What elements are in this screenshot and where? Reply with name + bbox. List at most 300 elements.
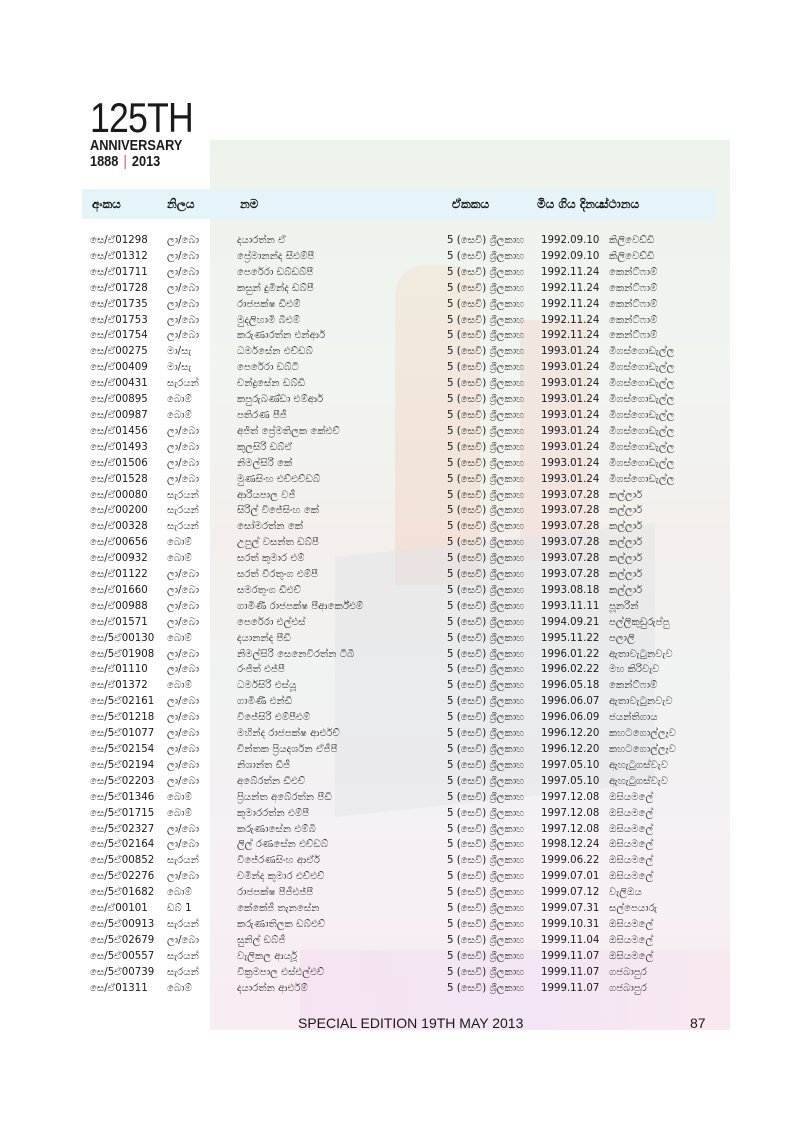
cell-rank: ලා/බො: [167, 839, 200, 851]
cell-number: සෙ/5ඒ01077: [90, 728, 155, 740]
cell-rank: සැරයන්: [167, 918, 199, 930]
cell-unit: 5 (සෙවි) ශ්‍රීලකාහ: [447, 712, 525, 724]
cell-place: ඔසියමලේ: [609, 918, 654, 930]
cell-unit: 5 (සෙවි) ශ්‍රීලකාහ: [447, 664, 525, 676]
header-rank: නිලය: [167, 197, 195, 211]
cell-place: මිගස්ගොඩැල්ල: [609, 378, 675, 390]
table-row: [90, 360, 709, 376]
cell-number: සෙ/ඒ01728: [90, 282, 148, 294]
table-row: [90, 965, 709, 981]
cell-date: 1999.11.07: [541, 982, 600, 994]
header-place: ස්ථානය: [600, 197, 640, 211]
cell-date: 1993.01.24: [541, 362, 600, 374]
cell-unit: 5 (සෙවි) ශ්‍රීලකාහ: [447, 823, 525, 835]
table-row: [90, 710, 709, 726]
cell-date: 1992.11.24: [541, 298, 600, 310]
cell-number: සෙ/ඒ01660: [90, 584, 148, 596]
cell-place: පූනරින්: [609, 600, 639, 612]
cell-number: සෙ/ඒ00409: [90, 362, 148, 374]
cell-place: වැලිඔය: [609, 887, 642, 899]
cell-name: කුලසිරි ඩබ්ඒ: [237, 441, 293, 453]
header-number: අංකය: [92, 197, 121, 211]
table-row: [90, 583, 709, 599]
cell-date: 1993.01.24: [541, 425, 600, 437]
cell-place: ගජබාපුර: [609, 966, 647, 978]
cell-date: 1993.01.24: [541, 378, 600, 390]
cell-unit: 5 (සෙවි) ශ්‍රීලකාහ: [447, 934, 525, 946]
table-row: [90, 281, 709, 297]
table-row: [90, 313, 709, 329]
cell-rank: මා/සැ: [167, 362, 192, 374]
cell-place: ඇහැටුගස්වැව: [609, 759, 669, 771]
cell-date: 1999.10.31: [541, 918, 600, 930]
table-row: [90, 599, 709, 615]
cell-rank: ලා/බො: [167, 648, 200, 660]
cell-number: සෙ/ඒ00101: [90, 903, 148, 915]
cell-date: 1996.02.22: [541, 664, 600, 676]
cell-name: කසුන් දුමින්ද ඩබ්පී: [237, 282, 314, 294]
edition-text: SPECIAL EDITION 19TH MAY 2013: [298, 1015, 524, 1031]
cell-name: කරුණාසේන එම්බී: [237, 823, 316, 835]
cell-unit: 5 (සෙවි) ශ්‍රීලකාහ: [447, 918, 525, 930]
cell-number: සෙ/5ඒ00557: [90, 950, 155, 962]
cell-unit: 5 (සෙවි) ශ්‍රීලකාහ: [447, 266, 525, 278]
cell-name: සිරිල් විජේසිංහ කේ: [237, 505, 320, 517]
cell-rank: ලා/බො: [167, 712, 200, 724]
cell-rank: ලා/බො: [167, 425, 200, 437]
table-row: [90, 488, 709, 504]
cell-rank: සැරයන්: [167, 966, 199, 978]
cell-rank: බොම්: [167, 394, 192, 406]
cell-date: 1993.01.24: [541, 457, 600, 469]
cell-unit: 5 (සෙවි) ශ්‍රීලකාහ: [447, 569, 525, 581]
anniversary-logo: [90, 94, 211, 170]
cell-place: කහටගොල්ලෑව: [609, 728, 676, 740]
cell-place: මිගස්ගොඩැල්ල: [609, 394, 675, 406]
year-end: 2013: [131, 153, 161, 170]
cell-date: 1999.11.07: [541, 950, 600, 962]
records-body: [90, 233, 709, 997]
cell-name: දයානන්ද පීඩී: [237, 632, 291, 644]
table-row: [90, 837, 709, 853]
cell-place: කිලිවෙඩ්ඩි: [609, 235, 655, 246]
cell-unit: 5 (සෙවි) ශ්‍රීලකාහ: [447, 744, 525, 755]
cell-date: 1999.07.31: [541, 903, 600, 915]
table-row: [90, 567, 709, 583]
cell-number: සෙ/ඒ00431: [90, 378, 148, 390]
cell-rank: ලා/බො: [167, 330, 200, 342]
cell-place: පලාලි: [609, 632, 635, 644]
cell-rank: ලා/බො: [167, 775, 200, 787]
cell-unit: 5 (සෙවි) ශ්‍රීලකාහ: [447, 457, 525, 469]
cell-date: 1993.07.28: [541, 505, 600, 517]
cell-name: කපුරුබණ්ඩා එම්ආර්: [237, 394, 324, 406]
cell-rank: ලා/බො: [167, 235, 200, 246]
cell-date: 1999.07.01: [541, 871, 600, 883]
cell-unit: 5 (සෙවි) ශ්‍රීලකාහ: [447, 839, 525, 851]
cell-place: කහටගොල්ලෑව: [609, 744, 676, 755]
cell-unit: 5 (සෙවි) ශ්‍රීලකාහ: [447, 537, 525, 549]
cell-unit: 5 (සෙවි) ශ්‍රීලකාහ: [447, 680, 525, 692]
cell-number: සෙ/ඒ00080: [90, 489, 148, 501]
cell-date: 1996.12.20: [541, 744, 600, 755]
cell-number: සෙ/ඒ00275: [90, 346, 148, 358]
cell-unit: 5 (සෙවි) ශ්‍රීලකාහ: [447, 521, 525, 533]
cell-place: කල්ලාර්: [609, 584, 643, 596]
anniversary-number: 125TH: [90, 94, 193, 141]
cell-number: සෙ/ඒ00895: [90, 394, 148, 406]
table-row: [90, 392, 709, 408]
cell-date: 1993.11.11: [541, 600, 600, 612]
page-number: 87: [690, 1015, 706, 1031]
table-row: [90, 631, 709, 647]
cell-unit: 5 (සෙවි) ශ්‍රීලකාහ: [447, 871, 525, 883]
cell-number: සෙ/5ඒ02276: [90, 871, 155, 883]
cell-name: රාජපක්ෂ පීජීඑජ්පී: [237, 887, 314, 899]
table-row: [90, 249, 709, 265]
cell-rank: ලා/බො: [167, 298, 200, 310]
table-row: [90, 328, 709, 344]
cell-rank: ලා/බො: [167, 250, 200, 262]
cell-number: සෙ/5ඒ02327: [90, 823, 155, 835]
cell-date: 1999.11.04: [541, 934, 600, 946]
cell-place: කල්ලාර්: [609, 521, 643, 533]
table-row: [90, 424, 709, 440]
cell-rank: බොම්: [167, 632, 192, 644]
cell-rank: බොම්: [167, 807, 192, 819]
cell-date: 1992.11.24: [541, 314, 600, 326]
cell-name: ගාමිණී එන්ඩී: [237, 696, 293, 708]
table-row: [90, 901, 709, 917]
cell-date: 1992.11.24: [541, 282, 600, 294]
cell-date: 1993.07.28: [541, 553, 600, 565]
cell-rank: ලා/බො: [167, 871, 200, 883]
cell-date: 1993.07.28: [541, 521, 600, 533]
cell-rank: බොම්: [167, 409, 192, 421]
table-row: [90, 472, 709, 488]
cell-number: සෙ/5ඒ02194: [90, 759, 155, 771]
cell-date: 1994.09.21: [541, 616, 600, 628]
cell-unit: 5 (සෙවි) ශ්‍රීලකාහ: [447, 966, 525, 978]
cell-name: නිමල්සිරි කේ: [237, 457, 293, 469]
cell-place: ජයන්තිගාය: [609, 712, 658, 724]
cell-unit: 5 (සෙවි) ශ්‍රීලකාහ: [447, 553, 525, 565]
cell-number: සෙ/5ඒ02203: [90, 775, 155, 787]
cell-number: සෙ/ඒ01506: [90, 457, 148, 469]
table-row: [90, 917, 709, 933]
cell-date: 1996.06.09: [541, 712, 600, 724]
cell-unit: 5 (සෙවි) ශ්‍රීලකාහ: [447, 314, 525, 326]
cell-unit: 5 (සෙවි) ශ්‍රීලකාහ: [447, 235, 525, 246]
cell-number: සෙ/5ඒ02164: [90, 839, 155, 851]
records-table: [90, 233, 709, 997]
cell-date: 1997.12.08: [541, 823, 600, 835]
cell-date: 1995.11.22: [541, 632, 600, 644]
cell-unit: 5 (සෙවි) ශ්‍රීලකාහ: [447, 950, 525, 962]
cell-unit: 5 (සෙවි) ශ්‍රීලකාහ: [447, 425, 525, 437]
cell-number: සෙ/5ඒ01218: [90, 712, 155, 724]
cell-place: කෙන්ට්ෆාම්: [609, 330, 658, 342]
cell-number: සෙ/ඒ01372: [90, 680, 148, 692]
cell-date: 1993.01.24: [541, 409, 600, 421]
cell-place: ඇහැටුගස්වැව: [609, 775, 669, 787]
cell-unit: 5 (සෙවි) ශ්‍රීලකාහ: [447, 346, 525, 358]
cell-place: මිගස්ගොඩැල්ල: [609, 409, 675, 421]
cell-unit: 5 (සෙවි) ශ්‍රීලකාහ: [447, 362, 525, 374]
cell-unit: 5 (සෙවි) ශ්‍රීලකාහ: [447, 600, 525, 612]
cell-date: 1996.01.22: [541, 648, 600, 660]
cell-place: කල්ලාර්: [609, 505, 643, 517]
cell-number: සෙ/5ඒ02154: [90, 744, 155, 755]
cell-name: කුමාරරත්න එම්පී: [237, 807, 310, 819]
cell-place: මහ කිරිවැව: [609, 664, 660, 676]
cell-unit: 5 (සෙවි) ශ්‍රීලකාහ: [447, 489, 525, 501]
cell-number: සෙ/ඒ00987: [90, 409, 148, 421]
cell-place: ඔසියමලේ: [609, 807, 654, 819]
cell-rank: සැරයන්: [167, 855, 199, 867]
cell-name: ගාමිණී රාජපක්ෂ පීආර්කේඑම්: [237, 600, 364, 612]
cell-rank: බොම්: [167, 680, 192, 692]
cell-name: දයාරත්න ඒ: [237, 235, 286, 246]
cell-number: සෙ/ඒ01298: [90, 235, 148, 246]
table-row: [90, 949, 709, 965]
cell-name: සරත් කුමාර එම්: [237, 553, 305, 565]
cell-date: 1993.07.28: [541, 489, 600, 501]
cell-number: සෙ/ඒ00988: [90, 600, 148, 612]
cell-rank: බොම්: [167, 537, 192, 549]
cell-unit: 5 (සෙවි) ශ්‍රීලකාහ: [447, 791, 525, 803]
cell-unit: 5 (සෙවි) ශ්‍රීලකාහ: [447, 887, 525, 899]
table-row: [90, 726, 709, 742]
cell-name: මුදලිහාමි බීඑම්: [237, 314, 301, 326]
cell-name: පෙරේරා ඩබ්ඩබ්පී: [237, 266, 314, 278]
cell-unit: 5 (සෙවි) ශ්‍රීලකාහ: [447, 250, 525, 262]
table-row: [90, 440, 709, 456]
table-row: [90, 456, 709, 472]
cell-date: 1999.06.22: [541, 855, 600, 867]
table-row: [90, 265, 709, 281]
cell-place: කල්ලාර්: [609, 489, 643, 501]
cell-number: සෙ/ඒ01754: [90, 330, 148, 342]
cell-rank: ලා/බො: [167, 457, 200, 469]
cell-number: සෙ/5ඒ02161: [90, 696, 155, 708]
cell-date: 1998.12.24: [541, 839, 600, 851]
table-row: [90, 885, 709, 901]
cell-place: මිගස්ගොඩැල්ල: [609, 473, 675, 485]
cell-name: සරත් වීරතුංග එම්පී: [237, 569, 318, 581]
cell-number: සෙ/ඒ00656: [90, 537, 148, 549]
table-row: [90, 615, 709, 631]
cell-rank: සැරයන්: [167, 505, 199, 517]
cell-name: චමින්ද කුමාර එච්එච්: [237, 871, 325, 883]
cell-rank: බොම්: [167, 982, 192, 994]
cell-rank: ලා/බො: [167, 314, 200, 326]
cell-name: වැලිකල ආර්යූ: [237, 950, 298, 962]
cell-name: මුණසිංහ එච්එච්ඩබ්: [237, 473, 321, 485]
table-row: [90, 790, 709, 806]
table-row: [90, 806, 709, 822]
cell-number: සෙ/ඒ01571: [90, 616, 148, 628]
cell-place: මිගස්ගොඩැල්ල: [609, 346, 675, 358]
cell-place: පල්ලිකුඩුරුප්පු: [609, 616, 670, 628]
cell-number: සෙ/ඒ01110: [90, 664, 148, 676]
cell-place: මිගස්ගොඩැල්ල: [609, 457, 675, 469]
cell-rank: ලා/බො: [167, 266, 200, 278]
cell-date: 1993.01.24: [541, 346, 600, 358]
cell-unit: 5 (සෙවි) ශ්‍රීලකාහ: [447, 282, 525, 294]
cell-rank: බොම්: [167, 553, 192, 565]
cell-number: සෙ/5ඒ00913: [90, 918, 155, 930]
cell-date: 1996.05.18: [541, 680, 600, 692]
cell-number: සෙ/5ඒ00130: [90, 632, 155, 644]
cell-place: කෙන්ට්ෆාම්: [609, 298, 658, 310]
cell-name: විජේසිරි එම්පීඑම්: [237, 712, 311, 724]
cell-place: කල්ලාර්: [609, 569, 643, 581]
cell-date: 1996.06.07: [541, 696, 600, 708]
table-row: [90, 822, 709, 838]
cell-rank: ලා/බො: [167, 696, 200, 708]
cell-number: සෙ/ඒ01711: [90, 266, 148, 278]
cell-number: සෙ/ඒ01456: [90, 425, 148, 437]
cell-date: 1999.07.12: [541, 887, 600, 899]
cell-name: ලිල් රණසේන එච්ඩබ්: [237, 839, 329, 851]
cell-name: චන්ද්‍රසේන ඩබ්ඩී: [237, 378, 306, 390]
cell-number: සෙ/5ඒ00739: [90, 966, 155, 978]
cell-rank: ලා/බො: [167, 569, 200, 581]
cell-place: කෙන්ට්ෆාම්: [609, 680, 658, 692]
year-separator: |: [123, 153, 127, 170]
cell-rank: ලා/බො: [167, 664, 200, 676]
cell-number: සෙ/ඒ00200: [90, 505, 148, 517]
cell-name: ප්‍රේමානන්ද සීඑම්පී: [237, 250, 315, 262]
cell-date: 1997.05.10: [541, 775, 600, 787]
cell-unit: 5 (සෙවි) ශ්‍රීලකාහ: [447, 584, 525, 596]
table-row: [90, 535, 709, 551]
cell-date: 1993.01.24: [541, 394, 600, 406]
table-row: [90, 758, 709, 774]
year-start: 1888: [90, 153, 119, 170]
cell-place: සල්පෙයාරු: [609, 903, 658, 915]
cell-rank: සැරයන්: [167, 950, 199, 962]
cell-date: 1997.12.08: [541, 807, 600, 819]
cell-name: ධර්මසිරි එස්යූ: [237, 680, 297, 692]
cell-date: 1997.12.08: [541, 791, 600, 803]
table-row: [90, 551, 709, 567]
cell-place: ඔසියමලේ: [609, 855, 654, 867]
cell-unit: 5 (සෙවි) ශ්‍රීලකාහ: [447, 855, 525, 867]
header-unit: ඒකකය: [452, 197, 490, 211]
cell-number: සෙ/ඒ01735: [90, 298, 148, 310]
cell-unit: 5 (සෙවි) ශ්‍රීලකාහ: [447, 807, 525, 819]
cell-unit: 5 (සෙවි) ශ්‍රීලකාහ: [447, 330, 525, 342]
table-row: [90, 503, 709, 519]
cell-rank: ලා/බො: [167, 823, 200, 835]
cell-rank: සැරයන්: [167, 378, 199, 390]
table-row: [90, 853, 709, 869]
cell-number: සෙ/ඒ01122: [90, 569, 148, 581]
table-row: [90, 233, 709, 249]
cell-rank: සැරයන්: [167, 521, 199, 533]
cell-place: කල්ලාර්: [609, 537, 643, 549]
cell-unit: 5 (සෙවි) ශ්‍රීලකාහ: [447, 378, 525, 390]
cell-place: කල්ලාර්: [609, 553, 643, 565]
cell-place: ඔසියමලේ: [609, 823, 654, 835]
cell-rank: ලා/බො: [167, 282, 200, 294]
cell-unit: 5 (සෙවි) ශ්‍රීලකාහ: [447, 473, 525, 485]
table-row: [90, 774, 709, 790]
cell-date: 1993.01.24: [541, 441, 600, 453]
cell-rank: ඩබ් 1: [167, 903, 192, 915]
cell-name: නිශාන්ත ඩීජී: [237, 759, 291, 771]
cell-unit: 5 (සෙවි) ශ්‍රීලකාහ: [447, 696, 525, 708]
cell-rank: සැරයන්: [167, 489, 199, 501]
cell-date: 1992.11.24: [541, 330, 600, 342]
cell-unit: 5 (සෙවි) ශ්‍රීලකාහ: [447, 298, 525, 310]
cell-name: රංජිත් එජ්පී: [237, 664, 285, 676]
cell-date: 1993.01.24: [541, 473, 600, 485]
cell-name: කරුණාතිලක ඩබ්එච්: [237, 918, 326, 930]
cell-name: රාජපක්ෂ ඩීඑම්: [237, 298, 301, 310]
cell-unit: 5 (සෙවි) ශ්‍රීලකාහ: [447, 394, 525, 406]
cell-rank: ලා/බො: [167, 441, 200, 453]
cell-unit: 5 (සෙවි) ශ්‍රීලකාහ: [447, 775, 525, 787]
cell-place: ඔසියමලේ: [609, 839, 654, 851]
cell-number: සෙ/ඒ01528: [90, 473, 148, 485]
cell-name: ආරියපාල වජී: [237, 489, 296, 501]
cell-place: මිගස්ගොඩැල්ල: [609, 425, 675, 437]
cell-unit: 5 (සෙවි) ශ්‍රීලකාහ: [447, 728, 525, 740]
cell-name: අජිත් ප්‍රේමතිලක කේඑච්: [237, 425, 340, 437]
cell-place: කිලිවෙඩ්ඩි: [609, 250, 655, 262]
cell-unit: 5 (සෙවි) ශ්‍රීලකාහ: [447, 505, 525, 517]
table-row: [90, 408, 709, 424]
cell-name: පෙරේරා එල්එස්: [237, 616, 306, 628]
cell-place: කෙන්ට්ෆාම්: [609, 266, 658, 278]
cell-unit: 5 (සෙවි) ශ්‍රීලකාහ: [447, 441, 525, 453]
cell-name: නිමල්සිරි සෙනෙවිරත්න ටීබී: [237, 648, 355, 660]
cell-place: ඔසියමලේ: [609, 950, 654, 962]
cell-rank: ලා/බො: [167, 759, 200, 771]
cell-place: ඔසියමලේ: [609, 791, 654, 803]
cell-name: පෙරේරා ඩබ්ටී: [237, 362, 299, 374]
cell-date: 1993.07.28: [541, 537, 600, 549]
cell-name: විජේරණසිංහ ආර්ඒ: [237, 855, 321, 867]
cell-number: සෙ/ඒ00328: [90, 521, 148, 533]
cell-number: සෙ/ඒ01493: [90, 441, 148, 453]
cell-date: 1992.11.24: [541, 266, 600, 278]
cell-unit: 5 (සෙවි) ශ්‍රීලකාහ: [447, 409, 525, 421]
cell-rank: ලා/බො: [167, 616, 200, 628]
cell-name: සුනිල් ඩබ්ජී: [237, 934, 286, 946]
cell-number: සෙ/5ඒ02679: [90, 934, 155, 946]
cell-rank: ලා/බො: [167, 584, 200, 596]
cell-unit: 5 (සෙවි) ශ්‍රීලකාහ: [447, 616, 525, 628]
cell-rank: ලා/බො: [167, 473, 200, 485]
cell-number: සෙ/ඒ00932: [90, 553, 148, 565]
cell-place: කෙන්ට්ෆාම්: [609, 282, 658, 294]
cell-place: මිගස්ගොඩැල්ල: [609, 362, 675, 374]
cell-rank: මා/සැ: [167, 346, 192, 358]
cell-name: අබේරත්න ඩීඑච්: [237, 775, 306, 787]
cell-place: ගජබාපුර: [609, 982, 647, 994]
table-row: [90, 981, 709, 997]
anniversary-years: [90, 154, 193, 170]
table-row: [90, 647, 709, 663]
cell-name: ධර්මසේන එච්ඩබ්: [237, 346, 313, 358]
cell-number: සෙ/ඒ01753: [90, 314, 148, 326]
anniversary-word: ANNIVERSARY: [90, 137, 183, 154]
cell-date: 1999.11.07: [541, 966, 600, 978]
